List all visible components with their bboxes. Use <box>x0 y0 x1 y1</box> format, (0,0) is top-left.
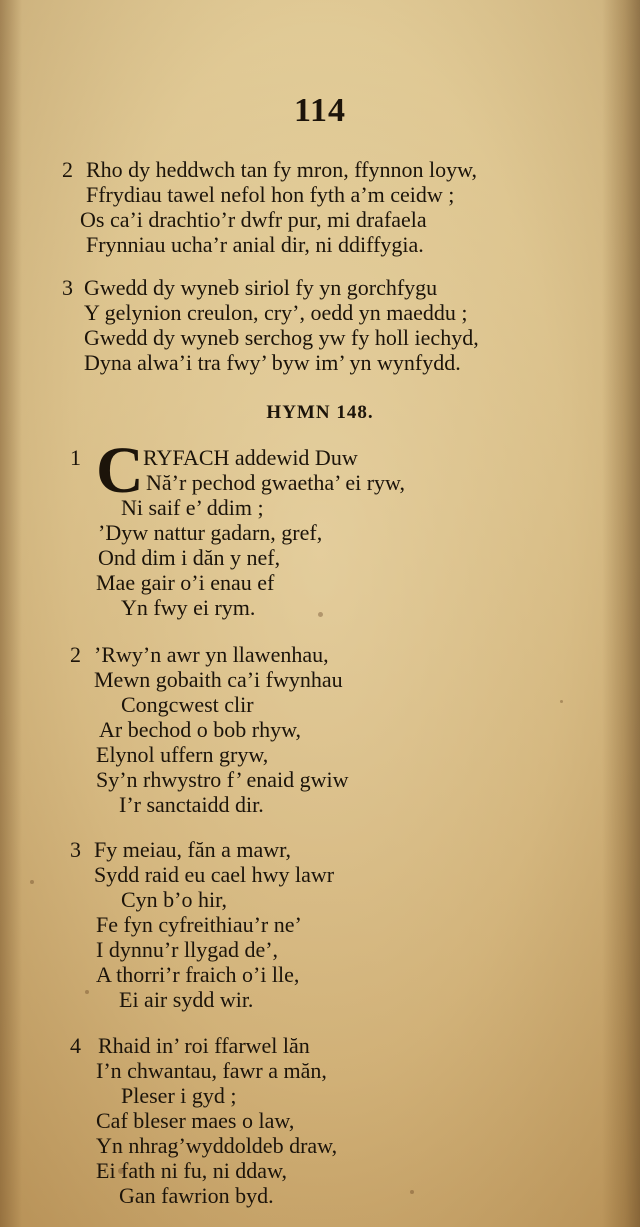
verse-line: Fe fyn cyfreithiau’r ne’ <box>96 912 302 937</box>
verse-line: Pleser i gyd ; <box>121 1083 237 1108</box>
foxing-spot <box>30 880 34 884</box>
verse-line: Nă’r pechod gwaetha’ ei ryw, <box>146 470 405 495</box>
verse-line: RYFACH addewid Duw <box>143 445 358 470</box>
verse-line: Gwedd dy wyneb serchog yw fy holl iechyd, <box>84 325 479 350</box>
verse-number: 1 <box>70 445 81 470</box>
foxing-spot <box>410 1190 414 1194</box>
verse-line: Dyna alwa’i tra fwy’ byw im’ yn wynfydd. <box>84 350 461 375</box>
verse-line: Ond dim i dăn y nef, <box>98 545 281 570</box>
verse-line: I’n chwantau, fawr a măn, <box>96 1058 327 1083</box>
verse-line: Mewn gobaith ca’i fwynhau <box>94 667 343 692</box>
verse-number: 3 <box>70 837 81 862</box>
verse-line: Ei air sydd wir. <box>119 987 254 1012</box>
verse-line: Rho dy heddwch tan fy mron, ffynnon loyw, <box>86 157 478 182</box>
verse-number: 2 <box>70 642 81 667</box>
verse-line: I dynnu’r llygad de’, <box>96 937 279 962</box>
verse-line: Mae gair o’i enau ef <box>96 570 275 595</box>
verse-line: Sy’n rhwystro f’ enaid gwiw <box>96 767 349 792</box>
page-edge-shadow-right <box>602 0 640 1227</box>
verse-line: Gan fawrion byd. <box>119 1183 274 1208</box>
verse-line: ’Dyw nattur gadarn, gref, <box>98 520 323 545</box>
verse-line: Congcwest clir <box>121 692 254 717</box>
foxing-spot <box>85 990 89 994</box>
verse-line: A thorri’r fraich o’i lle, <box>96 962 300 987</box>
verse-line: Cyn b’o hir, <box>121 887 228 912</box>
verse-line: Caf bleser maes o law, <box>96 1108 295 1133</box>
hymn-title: HYMN 148. <box>266 402 374 423</box>
verse-line: Frynniau ucha’r anial dir, ni ddiffygia. <box>86 232 424 257</box>
verse-line: Yn fwy ei rym. <box>121 595 256 620</box>
page-edge-shadow-left <box>0 0 22 1227</box>
verse-line: Y gelynion creulon, cry’, oedd yn maeddu ; <box>84 300 468 325</box>
foxing-spot <box>560 700 563 703</box>
verse-line: I’r sanctaidd dir. <box>119 792 264 817</box>
page-number: 114 <box>293 92 347 129</box>
verse-number: 2 <box>62 157 73 182</box>
verse-number: 4 <box>70 1033 81 1058</box>
verse-line: Yn nhrag’wyddoldeb draw, <box>96 1133 338 1158</box>
verse-line: Sydd raid eu cael hwy lawr <box>94 862 335 887</box>
drop-cap: C <box>96 434 144 507</box>
verse-line: Elynol uffern gryw, <box>96 742 269 767</box>
verse-line: Gwedd dy wyneb siriol fy yn gorchfygu <box>84 275 438 300</box>
verse-number: 3 <box>62 275 73 300</box>
verse-line: ’Rwy’n awr yn llawenhau, <box>94 642 329 667</box>
verse-line: Ffrydiau tawel nefol hon fyth a’m ceidw ; <box>86 182 455 207</box>
verse-line: Ar bechod o bob rhyw, <box>99 717 302 742</box>
verse-line: Ni saif e’ ddim ; <box>121 495 264 520</box>
verse-line: Os ca’i drachtio’r dwfr pur, mi drafaela <box>80 207 427 232</box>
foxing-spot <box>318 612 323 617</box>
verse-line: Rhaid in’ roi ffarwel lăn <box>98 1033 310 1058</box>
verse-line: Fy meiau, făn a mawr, <box>94 837 292 862</box>
verse-line: Ei fath ni fu, ni ddaw, <box>96 1158 288 1183</box>
